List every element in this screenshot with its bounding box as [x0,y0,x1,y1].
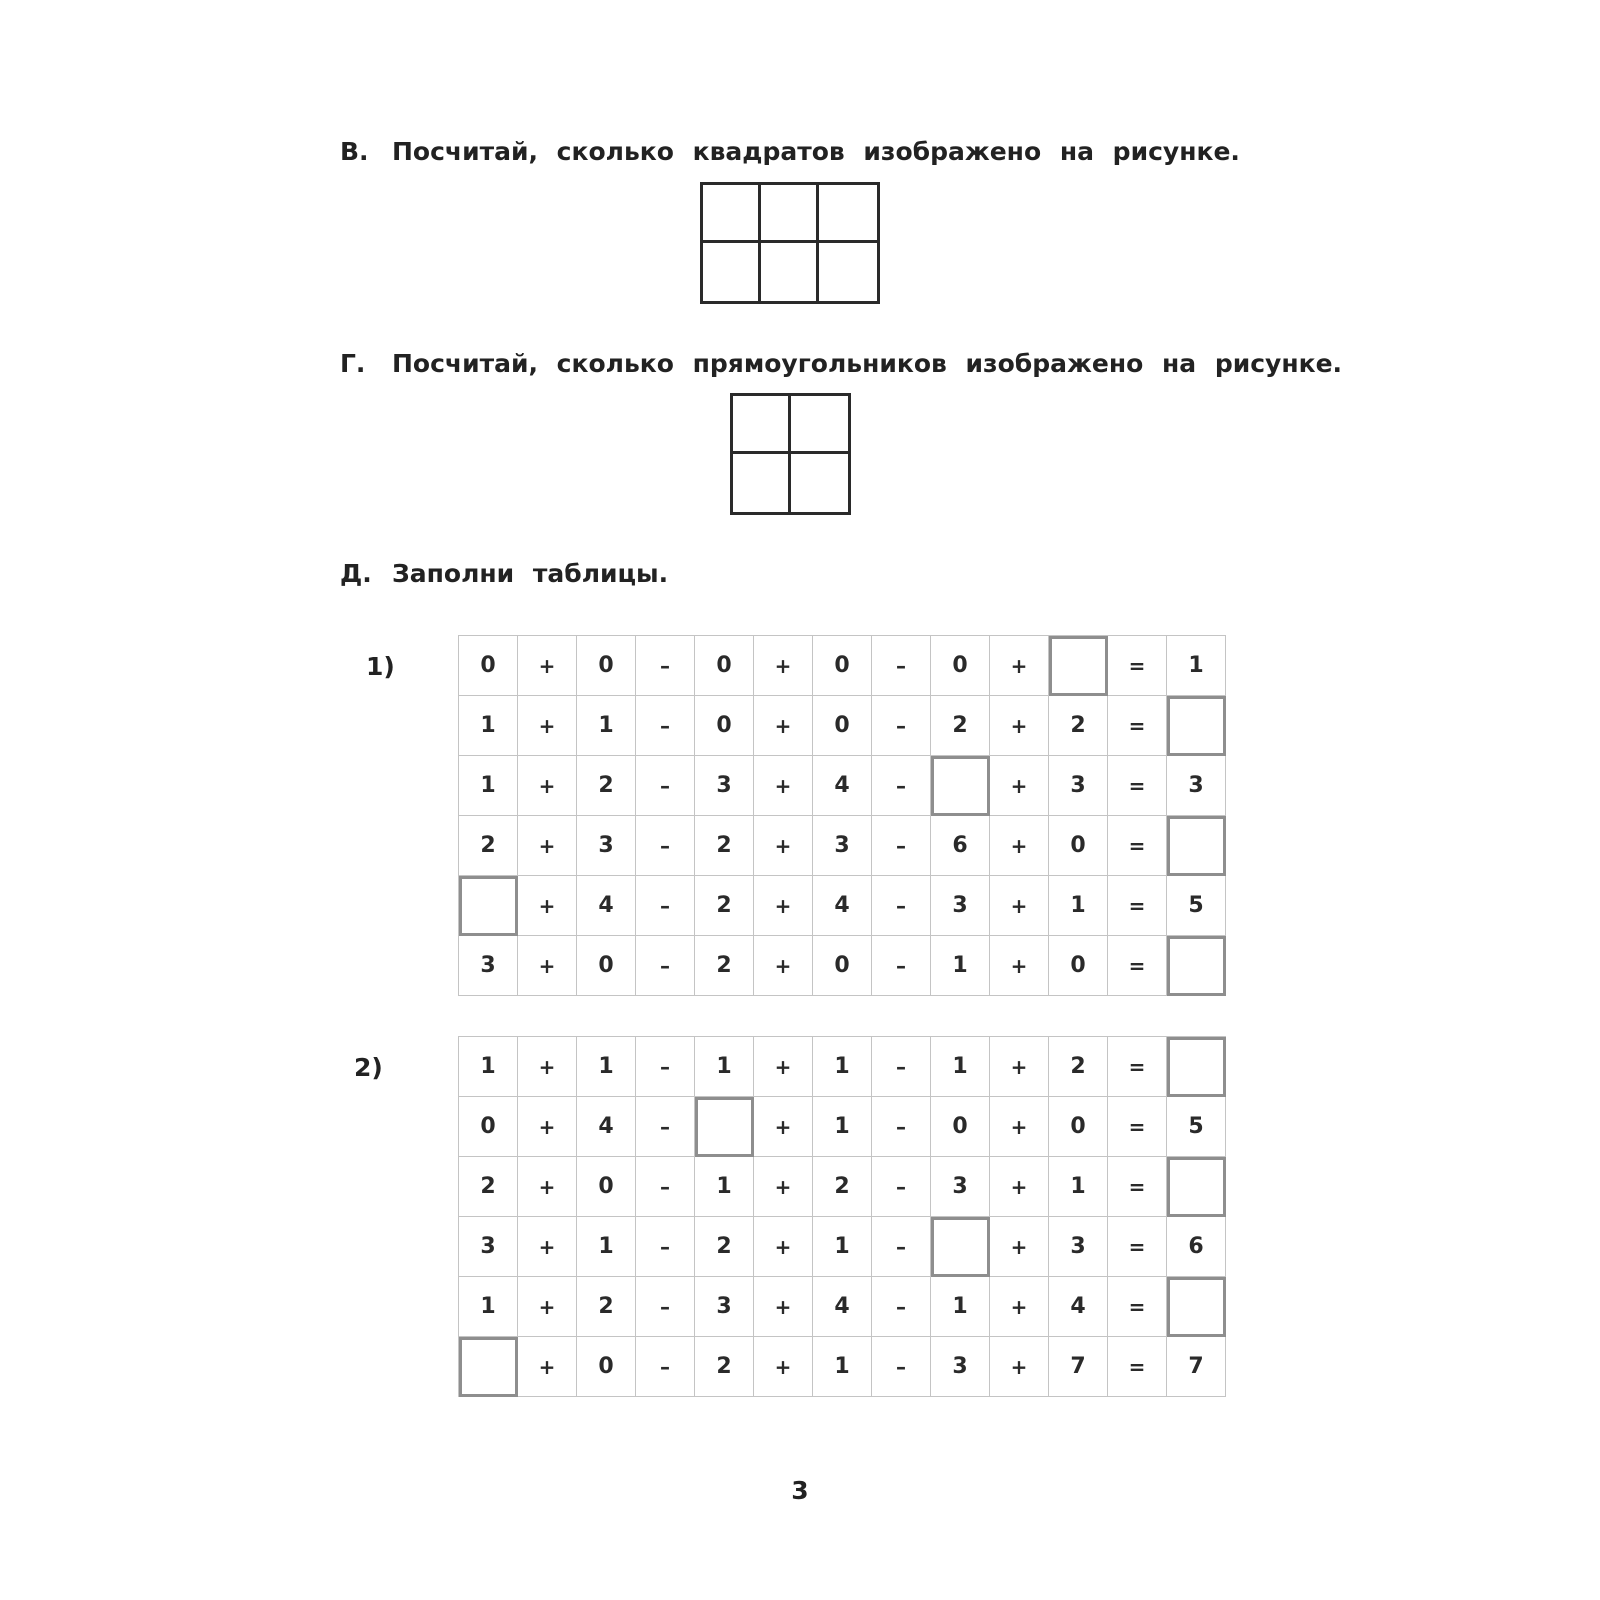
task-d-heading [340,553,668,593]
operator-cell: + [990,636,1049,696]
number-cell: 0 [577,1157,636,1217]
number-cell: 0 [813,636,872,696]
operator-cell: + [754,696,813,756]
operator-cell: + [990,1097,1049,1157]
number-cell: 1 [931,936,990,996]
figure-cell [761,185,819,243]
operator-cell: + [518,636,577,696]
operator-cell: + [518,1277,577,1337]
number-cell: 7 [1167,1337,1226,1397]
operator-cell: + [754,816,813,876]
operator-cell: + [754,936,813,996]
number-cell: 1 [459,1037,518,1097]
operator-cell: + [990,1337,1049,1397]
number-cell: 1 [459,756,518,816]
number-cell: 0 [577,936,636,996]
operator-cell: = [1108,1097,1167,1157]
number-cell: 3 [695,1277,754,1337]
operator-cell: + [518,1157,577,1217]
number-cell: 4 [577,1097,636,1157]
operator-cell: – [636,696,695,756]
number-cell: 4 [1049,1277,1108,1337]
number-cell: 1 [459,1277,518,1337]
number-cell: 4 [577,876,636,936]
operator-cell: + [990,936,1049,996]
operator-cell: = [1108,816,1167,876]
operator-cell: = [1108,636,1167,696]
number-cell: 0 [931,1097,990,1157]
number-cell: 1 [1167,636,1226,696]
answer-box[interactable] [1167,1157,1226,1217]
operator-cell: + [990,1217,1049,1277]
operator-cell: – [636,876,695,936]
number-cell: 0 [1049,1097,1108,1157]
number-cell: 0 [577,1337,636,1397]
number-cell: 1 [459,696,518,756]
squares-figure [700,182,880,304]
operator-cell: – [872,1337,931,1397]
number-cell: 7 [1049,1337,1108,1397]
number-cell: 6 [931,816,990,876]
operator-cell: – [872,876,931,936]
operator-cell: + [990,696,1049,756]
operator-cell: = [1108,1217,1167,1277]
operator-cell: = [1108,1037,1167,1097]
number-cell: 1 [577,1217,636,1277]
operator-cell: + [754,636,813,696]
operator-cell: – [872,1277,931,1337]
operator-cell: – [636,1337,695,1397]
operator-cell: + [990,1157,1049,1217]
operator-cell: – [636,936,695,996]
operator-cell: + [990,1037,1049,1097]
number-cell: 3 [813,816,872,876]
number-cell: 1 [931,1277,990,1337]
operator-cell: = [1108,1277,1167,1337]
answer-box[interactable] [1167,816,1226,876]
operator-cell: – [872,1157,931,1217]
number-cell: 3 [459,936,518,996]
number-cell: 4 [813,756,872,816]
operator-cell: – [636,1097,695,1157]
figure-cell [819,243,877,301]
number-cell: 2 [577,1277,636,1337]
number-cell: 0 [813,696,872,756]
task-v-text: Посчитай, сколько квадратов изображено на рисунке. [392,136,1240,166]
answer-box[interactable] [1167,696,1226,756]
operator-cell: + [754,1097,813,1157]
figure-cell [703,243,761,301]
operator-cell: + [754,1217,813,1277]
number-cell: 2 [695,876,754,936]
table-1-label: 1) [366,652,395,681]
number-cell: 1 [813,1037,872,1097]
answer-box[interactable] [1167,936,1226,996]
number-cell: 4 [813,1277,872,1337]
answer-box[interactable] [931,1217,990,1277]
number-cell: 3 [1049,1217,1108,1277]
operator-cell: + [518,1097,577,1157]
number-cell: 2 [695,1337,754,1397]
task-v-letter: В. [340,136,369,166]
number-cell: 1 [577,696,636,756]
operator-cell: – [872,1037,931,1097]
operator-cell: = [1108,696,1167,756]
number-cell: 2 [695,816,754,876]
page-number: 3 [791,1476,809,1505]
equation-table-2 [458,1036,1226,1397]
number-cell: 3 [1167,756,1226,816]
operator-cell: + [754,1037,813,1097]
operator-cell: = [1108,1157,1167,1217]
task-g-text: Посчитай, сколько прямоугольников изображено на рисунке. [392,348,1343,378]
task-d-letter: Д. [340,558,372,588]
number-cell: 2 [931,696,990,756]
figure-cell [761,243,819,301]
number-cell: 0 [1049,816,1108,876]
number-cell: 1 [813,1097,872,1157]
number-cell: 1 [813,1217,872,1277]
operator-cell: – [636,816,695,876]
number-cell: 0 [695,636,754,696]
operator-cell: = [1108,876,1167,936]
number-cell: 1 [1049,1157,1108,1217]
figure-cell [733,454,791,512]
operator-cell: + [754,1277,813,1337]
number-cell: 2 [1049,696,1108,756]
operator-cell: + [754,876,813,936]
figure-cell [733,396,791,454]
operator-cell: – [636,1217,695,1277]
number-cell: 3 [931,876,990,936]
number-cell: 0 [1049,936,1108,996]
number-cell: 0 [813,936,872,996]
number-cell: 3 [695,756,754,816]
answer-box[interactable] [459,876,518,936]
number-cell: 0 [577,636,636,696]
operator-cell: – [872,1217,931,1277]
table-2-label: 2) [354,1053,383,1082]
figure-cell [703,185,761,243]
operator-cell: + [518,1037,577,1097]
number-cell: 0 [459,1097,518,1157]
operator-cell: – [872,936,931,996]
figure-cell [819,185,877,243]
number-cell: 0 [459,636,518,696]
number-cell: 1 [695,1157,754,1217]
operator-cell: + [990,756,1049,816]
operator-cell: – [872,636,931,696]
number-cell: 5 [1167,1097,1226,1157]
number-cell: 1 [695,1037,754,1097]
operator-cell: + [518,936,577,996]
operator-cell: = [1108,936,1167,996]
operator-cell: + [990,876,1049,936]
number-cell: 2 [1049,1037,1108,1097]
number-cell: 1 [931,1037,990,1097]
answer-box[interactable] [459,1337,518,1397]
task-g-heading [340,343,1342,383]
number-cell: 2 [459,816,518,876]
operator-cell: + [754,756,813,816]
operator-cell: – [636,636,695,696]
number-cell: 3 [459,1217,518,1277]
number-cell: 2 [695,936,754,996]
number-cell: 3 [931,1337,990,1397]
number-cell: 0 [695,696,754,756]
number-cell: 2 [577,756,636,816]
operator-cell: + [518,756,577,816]
operator-cell: – [872,1097,931,1157]
number-cell: 3 [577,816,636,876]
operator-cell: = [1108,1337,1167,1397]
operator-cell: + [518,876,577,936]
number-cell: 0 [931,636,990,696]
operator-cell: – [872,816,931,876]
operator-cell: + [518,1337,577,1397]
number-cell: 6 [1167,1217,1226,1277]
operator-cell: – [872,696,931,756]
number-cell: 2 [813,1157,872,1217]
answer-box[interactable] [931,756,990,816]
number-cell: 5 [1167,876,1226,936]
answer-box[interactable] [1167,1037,1226,1097]
operator-cell: + [990,816,1049,876]
operator-cell: + [990,1277,1049,1337]
equation-table-1 [458,635,1226,996]
answer-box[interactable] [1167,1277,1226,1337]
answer-box[interactable] [1049,636,1108,696]
answer-box[interactable] [695,1097,754,1157]
operator-cell: – [636,1277,695,1337]
operator-cell: + [754,1337,813,1397]
number-cell: 1 [577,1037,636,1097]
operator-cell: – [636,756,695,816]
operator-cell: + [518,816,577,876]
operator-cell: + [754,1157,813,1217]
number-cell: 1 [813,1337,872,1397]
operator-cell: – [636,1157,695,1217]
number-cell: 4 [813,876,872,936]
operator-cell: – [636,1037,695,1097]
number-cell: 2 [459,1157,518,1217]
task-d-text: Заполни таблицы. [392,558,669,588]
figure-cell [791,454,849,512]
number-cell: 3 [1049,756,1108,816]
operator-cell: + [518,696,577,756]
rectangles-figure [730,393,851,515]
task-v-heading [340,131,1240,171]
figure-cell [791,396,849,454]
number-cell: 2 [695,1217,754,1277]
number-cell: 1 [1049,876,1108,936]
number-cell: 3 [931,1157,990,1217]
task-g-letter: Г. [340,348,366,378]
operator-cell: – [872,756,931,816]
operator-cell: + [518,1217,577,1277]
operator-cell: = [1108,756,1167,816]
